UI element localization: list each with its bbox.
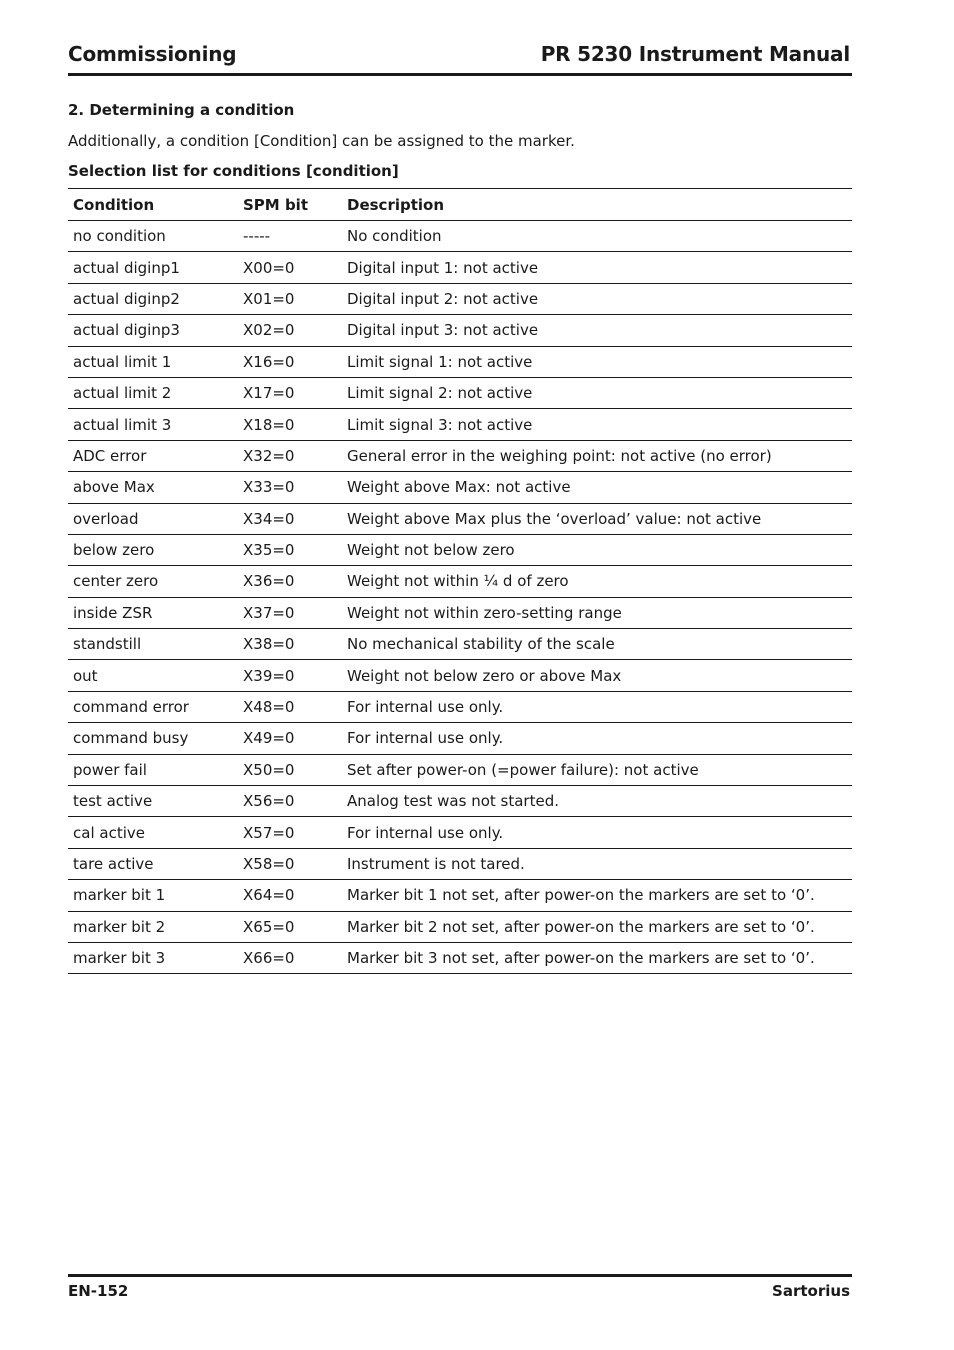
conditions-table bbox=[68, 188, 852, 974]
cell-condition: actual diginp1 bbox=[68, 252, 238, 283]
cell-spm-bit: X34=0 bbox=[238, 503, 342, 534]
table-row bbox=[68, 629, 852, 660]
intro-text: Additionally, a condition [Condition] can be assigned to the marker. bbox=[68, 132, 575, 150]
cell-description: Digital input 1: not active bbox=[342, 252, 852, 283]
cell-condition: actual diginp3 bbox=[68, 315, 238, 346]
cell-description: Digital input 3: not active bbox=[342, 315, 852, 346]
cell-description: Digital input 2: not active bbox=[342, 283, 852, 314]
cell-spm-bit: X64=0 bbox=[238, 880, 342, 911]
table-row bbox=[68, 534, 852, 565]
cell-spm-bit: X16=0 bbox=[238, 346, 342, 377]
cell-spm-bit: X38=0 bbox=[238, 629, 342, 660]
cell-spm-bit: X35=0 bbox=[238, 534, 342, 565]
cell-spm-bit: X58=0 bbox=[238, 848, 342, 879]
cell-spm-bit: X49=0 bbox=[238, 723, 342, 754]
table-body bbox=[68, 221, 852, 974]
cell-condition: command busy bbox=[68, 723, 238, 754]
cell-description: Limit signal 1: not active bbox=[342, 346, 852, 377]
cell-condition: cal active bbox=[68, 817, 238, 848]
table-row bbox=[68, 409, 852, 440]
cell-spm-bit: X39=0 bbox=[238, 660, 342, 691]
cell-condition: test active bbox=[68, 786, 238, 817]
table-row bbox=[68, 283, 852, 314]
cell-description: Weight not below zero bbox=[342, 534, 852, 565]
column-header-spm-bit: SPM bit bbox=[238, 189, 342, 221]
table-row bbox=[68, 472, 852, 503]
table-row bbox=[68, 817, 852, 848]
cell-description: Weight above Max plus the ‘overload’ value: not active bbox=[342, 503, 852, 534]
cell-description: General error in the weighing point: not active (no error) bbox=[342, 440, 852, 471]
page-number: EN-152 bbox=[68, 1282, 129, 1300]
cell-description: For internal use only. bbox=[342, 723, 852, 754]
cell-condition: center zero bbox=[68, 566, 238, 597]
cell-description: Weight not within ¼ d of zero bbox=[342, 566, 852, 597]
cell-condition: below zero bbox=[68, 534, 238, 565]
page-footer bbox=[68, 1274, 852, 1305]
table-row bbox=[68, 440, 852, 471]
table-row bbox=[68, 346, 852, 377]
cell-spm-bit: X17=0 bbox=[238, 377, 342, 408]
table-row bbox=[68, 315, 852, 346]
table-row bbox=[68, 597, 852, 628]
cell-condition: power fail bbox=[68, 754, 238, 785]
cell-spm-bit: X00=0 bbox=[238, 252, 342, 283]
cell-condition: actual limit 1 bbox=[68, 346, 238, 377]
cell-condition: overload bbox=[68, 503, 238, 534]
table-row bbox=[68, 786, 852, 817]
cell-description: For internal use only. bbox=[342, 817, 852, 848]
cell-description: Instrument is not tared. bbox=[342, 848, 852, 879]
cell-condition: marker bit 1 bbox=[68, 880, 238, 911]
cell-description: Analog test was not started. bbox=[342, 786, 852, 817]
cell-description: Weight above Max: not active bbox=[342, 472, 852, 503]
cell-condition: command error bbox=[68, 691, 238, 722]
cell-spm-bit: X33=0 bbox=[238, 472, 342, 503]
table-row bbox=[68, 942, 852, 973]
cell-spm-bit: X65=0 bbox=[238, 911, 342, 942]
cell-condition: marker bit 3 bbox=[68, 942, 238, 973]
cell-condition: actual limit 2 bbox=[68, 377, 238, 408]
cell-spm-bit: X66=0 bbox=[238, 942, 342, 973]
manual-title: PR 5230 Instrument Manual bbox=[540, 42, 850, 66]
table-row bbox=[68, 880, 852, 911]
column-header-description: Description bbox=[342, 189, 852, 221]
section-heading: 2. Determining a condition bbox=[68, 101, 295, 119]
cell-condition: marker bit 2 bbox=[68, 911, 238, 942]
cell-condition: no condition bbox=[68, 221, 238, 252]
table-row bbox=[68, 723, 852, 754]
cell-description: No condition bbox=[342, 221, 852, 252]
column-header-condition: Condition bbox=[68, 189, 238, 221]
table-row bbox=[68, 377, 852, 408]
cell-description: Weight not within zero-setting range bbox=[342, 597, 852, 628]
table-row bbox=[68, 566, 852, 597]
cell-condition: standstill bbox=[68, 629, 238, 660]
cell-description: Set after power-on (=power failure): not active bbox=[342, 754, 852, 785]
cell-spm-bit: ----- bbox=[238, 221, 342, 252]
table-row bbox=[68, 754, 852, 785]
cell-description: No mechanical stability of the scale bbox=[342, 629, 852, 660]
cell-spm-bit: X18=0 bbox=[238, 409, 342, 440]
cell-spm-bit: X37=0 bbox=[238, 597, 342, 628]
company-name: Sartorius bbox=[772, 1282, 850, 1300]
cell-condition: above Max bbox=[68, 472, 238, 503]
cell-description: Marker bit 3 not set, after power-on the markers are set to ‘0’. bbox=[342, 942, 852, 973]
cell-spm-bit: X50=0 bbox=[238, 754, 342, 785]
table-row bbox=[68, 660, 852, 691]
cell-spm-bit: X01=0 bbox=[238, 283, 342, 314]
cell-description: Marker bit 2 not set, after power-on the markers are set to ‘0’. bbox=[342, 911, 852, 942]
cell-description: Marker bit 1 not set, after power-on the markers are set to ‘0’. bbox=[342, 880, 852, 911]
table-row bbox=[68, 221, 852, 252]
cell-condition: out bbox=[68, 660, 238, 691]
cell-condition: actual diginp2 bbox=[68, 283, 238, 314]
cell-condition: actual limit 3 bbox=[68, 409, 238, 440]
cell-spm-bit: X48=0 bbox=[238, 691, 342, 722]
table-row bbox=[68, 691, 852, 722]
page-header bbox=[68, 40, 852, 76]
cell-spm-bit: X02=0 bbox=[238, 315, 342, 346]
table-caption: Selection list for conditions [condition] bbox=[68, 162, 399, 180]
table-row bbox=[68, 252, 852, 283]
cell-description: Limit signal 2: not active bbox=[342, 377, 852, 408]
cell-description: Limit signal 3: not active bbox=[342, 409, 852, 440]
cell-condition: inside ZSR bbox=[68, 597, 238, 628]
table-header-row bbox=[68, 189, 852, 221]
cell-description: For internal use only. bbox=[342, 691, 852, 722]
table-row bbox=[68, 911, 852, 942]
cell-spm-bit: X56=0 bbox=[238, 786, 342, 817]
chapter-title: Commissioning bbox=[68, 42, 237, 66]
cell-spm-bit: X36=0 bbox=[238, 566, 342, 597]
cell-description: Weight not below zero or above Max bbox=[342, 660, 852, 691]
cell-spm-bit: X32=0 bbox=[238, 440, 342, 471]
cell-spm-bit: X57=0 bbox=[238, 817, 342, 848]
table-row bbox=[68, 848, 852, 879]
table-row bbox=[68, 503, 852, 534]
cell-condition: ADC error bbox=[68, 440, 238, 471]
cell-condition: tare active bbox=[68, 848, 238, 879]
